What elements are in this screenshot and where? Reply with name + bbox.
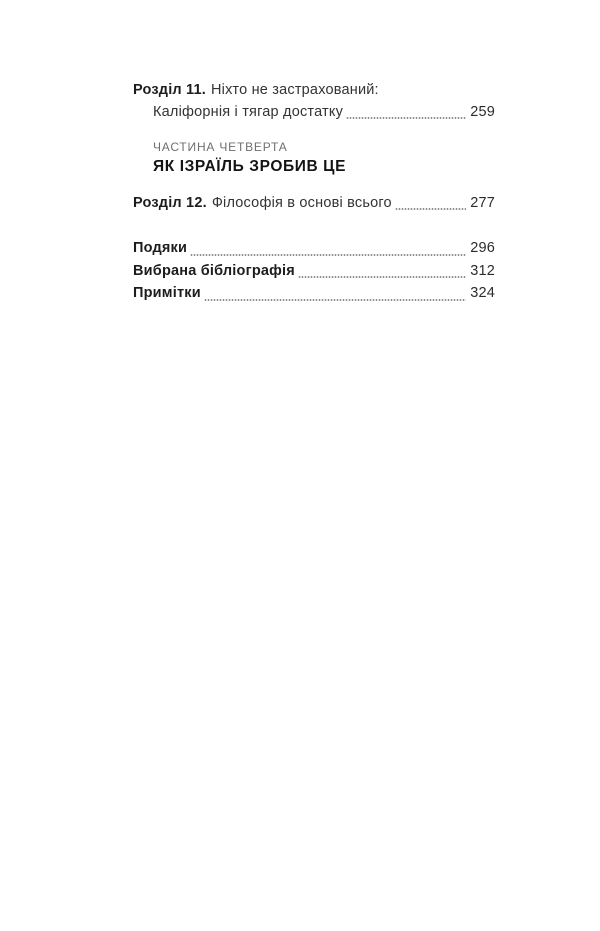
dot-leader [395,208,466,210]
acknowledgements-page-number: 296 [470,240,495,256]
chapter-11-label: Розділ 11. [133,82,207,98]
chapter-11-title-line-2: Каліфорнія і тягар достатку [153,104,344,120]
dot-leader [298,276,466,278]
dot-leader [346,117,466,119]
toc-entry-chapter-12 [133,192,495,214]
dot-leader [190,254,466,256]
part-four-title: ЯК ІЗРАЇЛЬ ЗРОБИВ ЦЕ [153,158,347,175]
dot-leader [204,299,466,301]
toc-backmatter [133,237,495,305]
chapter-12-title: Філософія в основі всього [211,195,392,211]
toc-entry-bibliography [133,260,495,283]
acknowledgements-title: Подяки [133,240,188,256]
bibliography-title: Вибрана бібліографія [133,262,295,279]
table-of-contents [133,79,495,305]
toc-entry-chapter-11 [133,79,495,123]
chapter-11-page-number: 259 [470,104,495,120]
part-four-kicker: ЧАСТИНА ЧЕТВЕРТА [153,140,288,154]
toc-entry-acknowledgements [133,237,495,260]
toc-entry-line-1 [133,79,495,101]
chapter-11-title-line-1: Ніхто не застрахований: [211,82,379,98]
bibliography-page-number: 312 [470,262,495,279]
chapter-12-page-number: 277 [470,195,495,211]
toc-entry-line-2 [133,101,495,123]
notes-title: Примітки [133,285,201,301]
notes-page-number: 324 [470,285,495,301]
chapter-12-label: Розділ 12. [133,195,207,211]
toc-entry-notes [133,282,495,305]
toc-part-four-heading [133,139,495,177]
